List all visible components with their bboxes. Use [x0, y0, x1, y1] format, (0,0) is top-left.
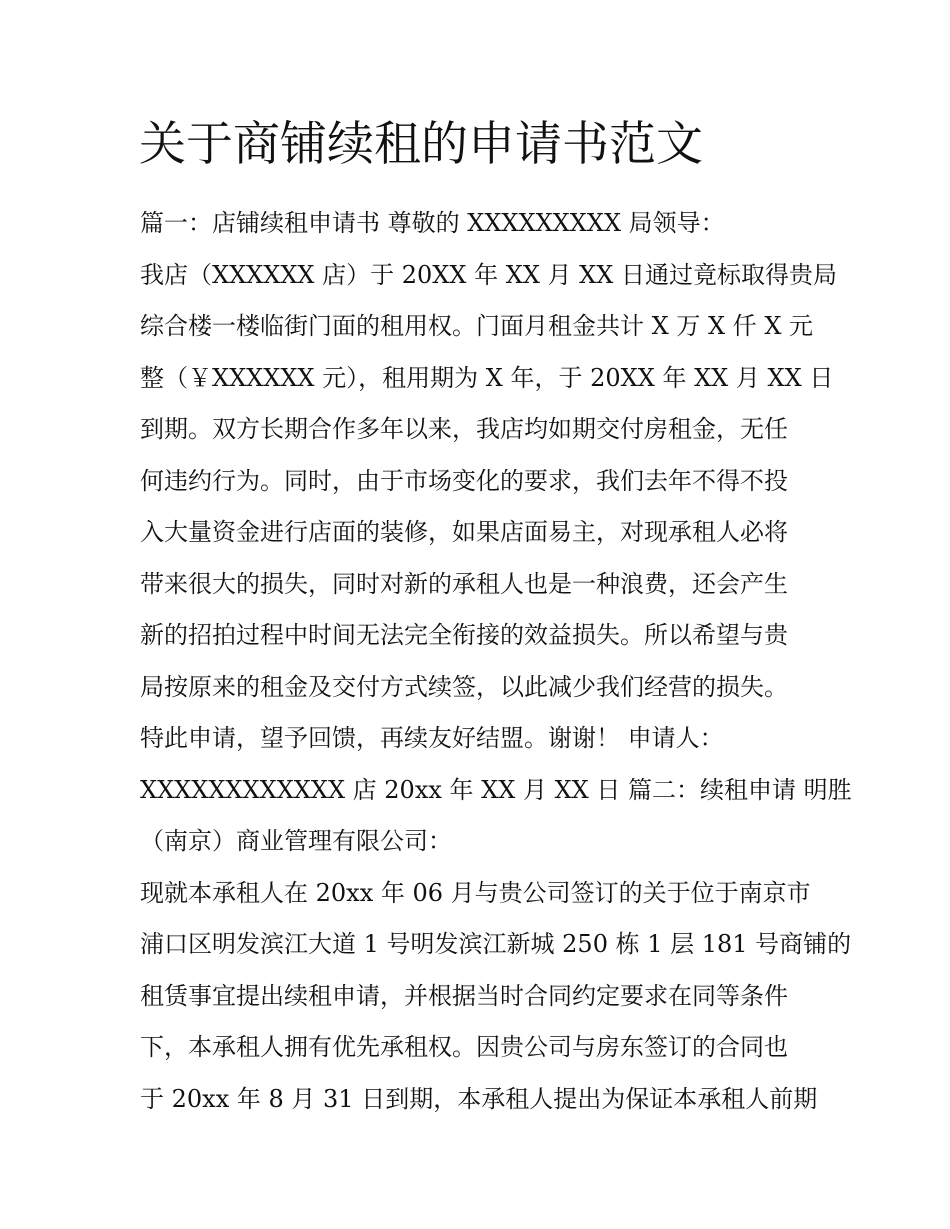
body-line: 浦口区明发滨江大道 1 号明发滨江新城 250 栋 1 层 181 号商铺的 — [140, 930, 852, 958]
document-title: 关于商铺续租的申请书范文 — [139, 117, 703, 172]
body-line: 篇一：店铺续租申请书 尊敬的 XXXXXXXXX 局领导： — [140, 209, 725, 237]
body-line: 我店（XXXXXX 店）于 20XX 年 XX 月 XX 日通过竟标取得贵局 — [140, 260, 837, 289]
body-line: XXXXXXXXXXXX 店 20xx 年 XX 月 XX 日 篇二：续租申请 明胜 — [140, 775, 852, 804]
body-line: 综合楼一楼临街门面的租用权。门面月租金共计 X 万 X 仟 X 元 — [140, 312, 814, 340]
document-body — [140, 198, 852, 1125]
body-line: 到期。双方长期合作多年以来，我店均如期交付房租金，无任 — [140, 415, 788, 443]
body-line: 整（￥XXXXXX 元），租用期为 X 年，于 20XX 年 XX 月 XX 日 — [140, 363, 834, 392]
body-line: （南京）商业管理有限公司： — [140, 827, 452, 855]
body-line: 带来很大的损失，同时对新的承租人也是一种浪费，还会产生 — [140, 569, 788, 598]
body-line: 于 20xx 年 8 月 31 日到期，本承租人提出为保证本承租人前期 — [140, 1084, 818, 1113]
body-line: 特此申请，望予回馈，再续友好结盟。谢谢！ 申请人： — [140, 724, 724, 752]
body-line: 新的招拍过程中时间无法完全衔接的效益损失。所以希望与贵 — [140, 621, 788, 649]
body-line: 入大量资金进行店面的装修，如果店面易主，对现承租人必将 — [140, 518, 788, 546]
body-line: 局按原来的租金及交付方式续签，以此减少我们经营的损失。 — [140, 672, 788, 701]
body-line: 下，本承租人拥有优先承租权。因贵公司与房东签订的合同也 — [140, 1033, 788, 1061]
body-line: 现就本承租人在 20xx 年 06 月与贵公司签订的关于位于南京市 — [140, 878, 811, 907]
body-line: 租赁事宜提出续租申请，并根据当时合同约定要求在同等条件 — [140, 981, 788, 1010]
body-line: 何违约行为。同时，由于市场变化的要求，我们去年不得不投 — [140, 466, 788, 495]
